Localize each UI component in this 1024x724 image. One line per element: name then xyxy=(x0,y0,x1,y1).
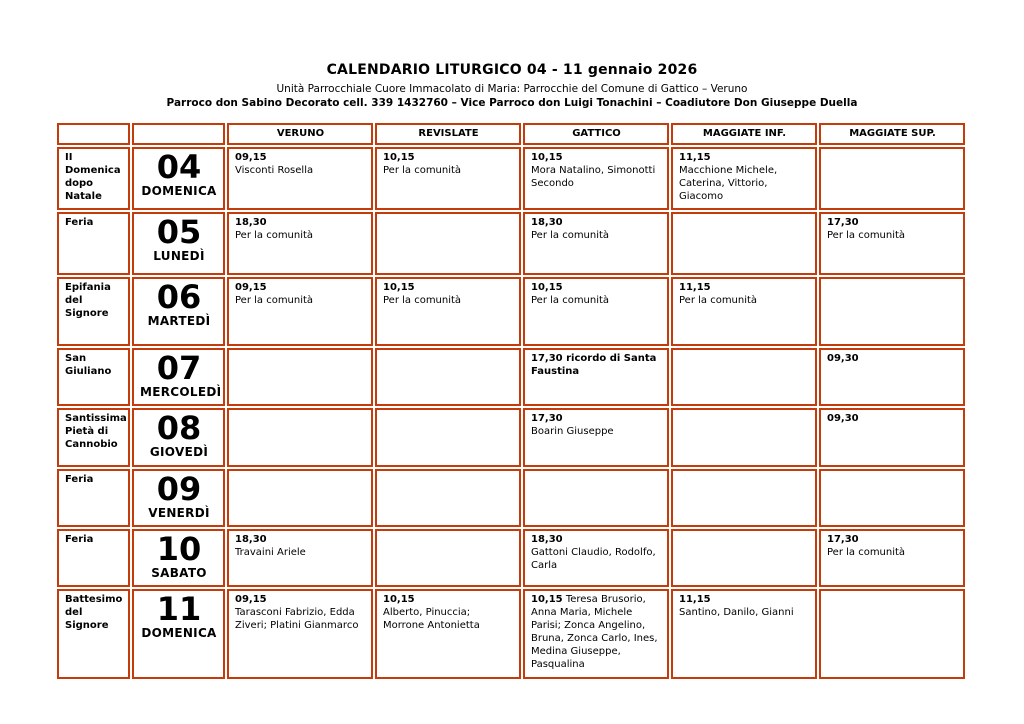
mass-cell xyxy=(671,277,817,346)
mass-cell xyxy=(523,469,669,527)
mass-cell xyxy=(671,348,817,406)
feast-cell: Feria xyxy=(57,469,130,527)
date-cell xyxy=(132,408,225,467)
mass-cell xyxy=(819,589,965,679)
mass-names: Per la comunità xyxy=(235,294,314,306)
calendar-row xyxy=(57,589,965,679)
calendar-row xyxy=(57,147,965,210)
feast-cell: Epifania del Signore xyxy=(57,277,130,346)
mass-time: 17,30 xyxy=(827,533,859,545)
calendar-row xyxy=(57,348,965,406)
mass-cell xyxy=(671,147,817,210)
mass-cell xyxy=(819,408,965,467)
mass-time: 17,30 xyxy=(531,412,563,424)
mass-cell xyxy=(375,348,521,406)
mass-cell xyxy=(523,212,669,275)
mass-cell xyxy=(671,408,817,467)
mass-cell xyxy=(375,212,521,275)
mass-cell xyxy=(671,212,817,275)
mass-cell xyxy=(523,589,669,679)
date-number: 10 xyxy=(156,529,202,568)
mass-cell xyxy=(523,277,669,346)
mass-names: Per la comunità xyxy=(827,229,906,241)
mass-names: Alberto, Pinuccia; Morrone Antonietta xyxy=(383,606,480,631)
mass-cell xyxy=(819,469,965,527)
date-number: 08 xyxy=(156,408,202,447)
mass-names: Per la comunità xyxy=(531,229,610,241)
mass-time: 09,30 xyxy=(827,352,859,364)
mass-names: Tarasconi Fabrizio, Edda Ziveri; Platini Gianmarco xyxy=(235,606,359,631)
weekday-label: GIOVEDÌ xyxy=(149,445,209,460)
mass-time: 17,30 xyxy=(827,216,859,228)
mass-names: Per la comunità xyxy=(827,546,906,558)
mass-cell xyxy=(227,212,373,275)
feast-cell: II Domenica dopo Natale xyxy=(57,147,130,210)
mass-cell xyxy=(227,277,373,346)
mass-cell xyxy=(671,469,817,527)
church-header-revislate: REVISLATE xyxy=(375,123,521,145)
weekday-label: DOMENICA xyxy=(141,626,217,641)
weekday-label: SABATO xyxy=(151,566,207,581)
mass-cell xyxy=(227,469,373,527)
mass-names: ricordo di Santa Faustina xyxy=(531,352,657,377)
blank-corner xyxy=(132,123,225,145)
calendar-row xyxy=(57,469,965,527)
date-number: 06 xyxy=(156,277,202,316)
date-number: 11 xyxy=(156,589,202,628)
mass-cell xyxy=(375,589,521,679)
weekday-label: MARTEDÌ xyxy=(147,314,211,329)
church-header-maggiate-sup: MAGGIATE SUP. xyxy=(819,123,965,145)
date-number: 04 xyxy=(156,147,202,186)
mass-time: 10,15 xyxy=(383,151,415,163)
mass-time: 10,15 xyxy=(531,593,563,605)
date-cell xyxy=(132,589,225,679)
church-header-maggiate-inf: MAGGIATE INF. xyxy=(671,123,817,145)
mass-cell xyxy=(819,529,965,587)
weekday-label: MERCOLEDÌ xyxy=(140,385,222,400)
mass-names: Per la comunità xyxy=(383,164,462,176)
mass-cell xyxy=(671,529,817,587)
mass-time: 18,30 xyxy=(531,533,563,545)
mass-cell xyxy=(227,408,373,467)
mass-names: Macchione Michele, Caterina, Vittorio, Giacomo xyxy=(679,164,778,202)
mass-time: 11,15 xyxy=(679,593,711,605)
mass-cell xyxy=(523,348,669,406)
calendar-row xyxy=(57,408,965,467)
date-cell xyxy=(132,212,225,275)
mass-cell xyxy=(819,212,965,275)
feast-cell: Feria xyxy=(57,212,130,275)
date-cell xyxy=(132,469,225,527)
mass-names: Per la comunità xyxy=(235,229,314,241)
church-header-gattico: GATTICO xyxy=(523,123,669,145)
mass-names: Gattoni Claudio, Rodolfo, Carla xyxy=(531,546,656,571)
mass-time: 11,15 xyxy=(679,281,711,293)
mass-time: 09,15 xyxy=(235,151,267,163)
mass-cell xyxy=(375,147,521,210)
mass-time: 11,15 xyxy=(679,151,711,163)
mass-names: Boarin Giuseppe xyxy=(531,425,614,437)
parish-subtitle: Unità Parrocchiale Cuore Immacolato di Maria: Parrocchie del Comune di Gattico – Veruno xyxy=(276,82,748,95)
mass-cell xyxy=(523,408,669,467)
mass-time: 10,15 xyxy=(531,281,563,293)
weekday-label: VENERDÌ xyxy=(148,506,210,521)
mass-cell xyxy=(375,277,521,346)
date-cell xyxy=(132,348,225,406)
mass-names: Per la comunità xyxy=(679,294,758,306)
mass-cell xyxy=(375,408,521,467)
mass-entry xyxy=(531,593,662,671)
calendar-row xyxy=(57,529,965,587)
feast-cell: Battesimo del Signore xyxy=(57,589,130,679)
mass-time: 10,15 xyxy=(531,151,563,163)
mass-time: 18,30 xyxy=(235,216,267,228)
mass-cell xyxy=(375,469,521,527)
mass-cell xyxy=(375,529,521,587)
weekday-label: LUNEDÌ xyxy=(153,249,205,264)
mass-time: 18,30 xyxy=(531,216,563,228)
date-cell xyxy=(132,147,225,210)
mass-time: 09,15 xyxy=(235,593,267,605)
church-header-row xyxy=(57,123,965,145)
feast-cell: Feria xyxy=(57,529,130,587)
liturgical-calendar-table xyxy=(55,121,967,681)
mass-entry xyxy=(531,352,662,378)
mass-names: Mora Natalino, Simonotti Secondo xyxy=(531,164,656,189)
mass-names: Visconti Rosella xyxy=(235,164,314,176)
mass-cell xyxy=(227,147,373,210)
mass-names: Santino, Danilo, Gianni xyxy=(679,606,794,618)
blank-corner xyxy=(57,123,130,145)
feast-cell: Santissima Pietà di Cannobio xyxy=(57,408,130,467)
page-title: CALENDARIO LITURGICO 04 - 11 gennaio 2026 xyxy=(326,62,698,78)
mass-cell xyxy=(523,147,669,210)
date-number: 05 xyxy=(156,212,202,251)
mass-names: Per la comunità xyxy=(531,294,610,306)
mass-time: 10,15 xyxy=(383,593,415,605)
mass-names: Travaini Ariele xyxy=(235,546,306,558)
mass-time: 09,15 xyxy=(235,281,267,293)
mass-cell xyxy=(671,589,817,679)
mass-names: Teresa Brusorio, Anna Maria, Michele Parisi; Zonca Angelino, Bruna, Zonca Carlo, Ines, Medina Giuseppe, Pasqualina xyxy=(531,593,658,670)
mass-names: Per la comunità xyxy=(383,294,462,306)
feast-cell: San Giuliano xyxy=(57,348,130,406)
mass-cell xyxy=(523,529,669,587)
date-cell xyxy=(132,529,225,587)
document-header xyxy=(0,0,1024,110)
clergy-subtitle: Parroco don Sabino Decorato cell. 339 1432760 – Vice Parroco don Luigi Tonachini – Coadiutore Don Giuseppe Duella xyxy=(166,96,858,109)
calendar-row xyxy=(57,212,965,275)
mass-cell xyxy=(819,147,965,210)
mass-cell xyxy=(227,589,373,679)
weekday-label: DOMENICA xyxy=(141,184,217,199)
church-header-veruno: VERUNO xyxy=(227,123,373,145)
mass-cell xyxy=(227,348,373,406)
date-cell xyxy=(132,277,225,346)
date-number: 09 xyxy=(156,469,202,508)
calendar-body xyxy=(57,147,965,679)
mass-time: 09,30 xyxy=(827,412,859,424)
mass-time: 18,30 xyxy=(235,533,267,545)
calendar-row xyxy=(57,277,965,346)
mass-cell xyxy=(227,529,373,587)
mass-cell xyxy=(819,277,965,346)
mass-time: 10,15 xyxy=(383,281,415,293)
mass-cell xyxy=(819,348,965,406)
mass-time: 17,30 xyxy=(531,352,563,364)
date-number: 07 xyxy=(156,348,202,387)
